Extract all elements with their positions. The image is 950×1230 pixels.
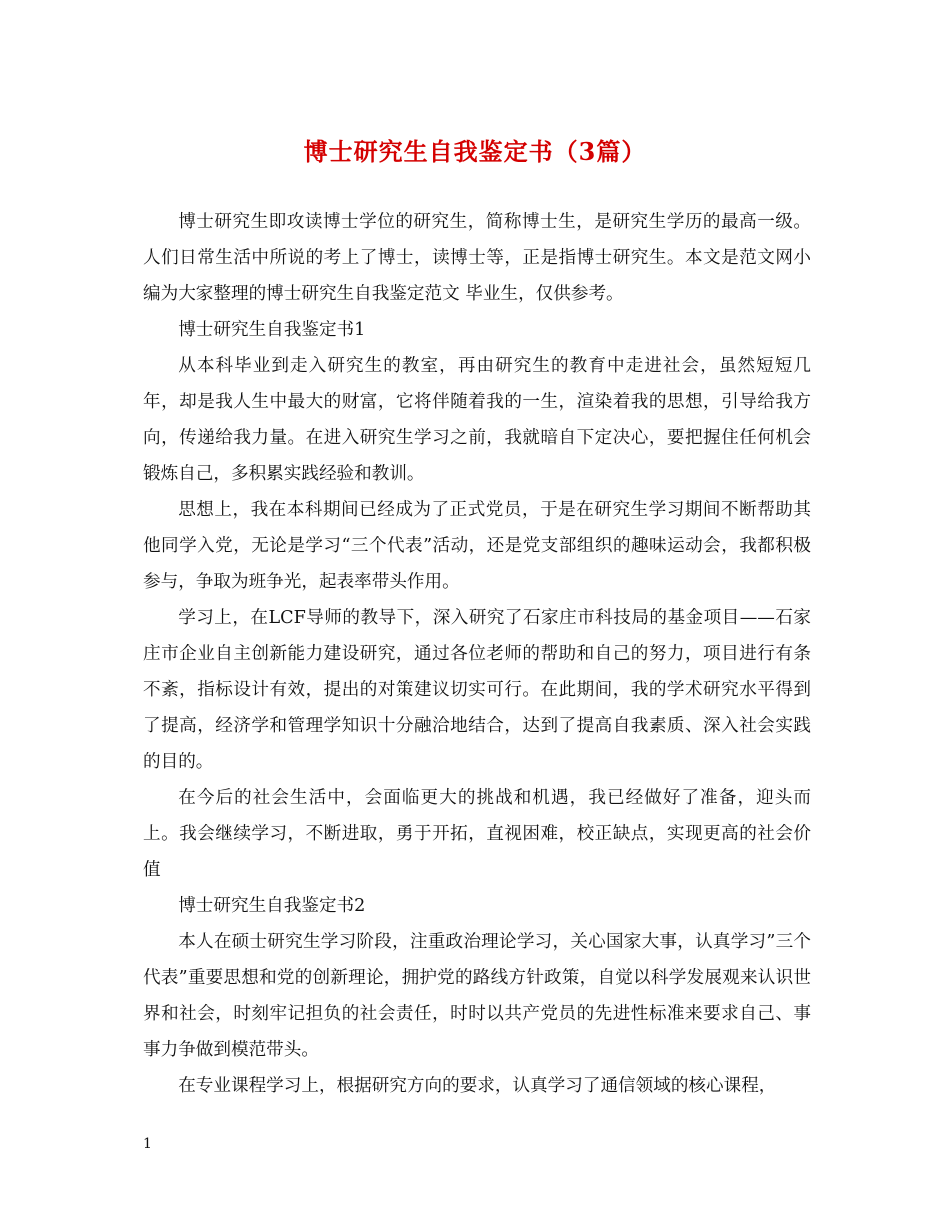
body-paragraph: 在今后的社会生活中，会面临更大的挑战和机遇，我已经做好了准备，迎头而上。我会继续学习，不断进取，勇于开拓，直视困难，校正缺点，实现更高的社会价值 bbox=[143, 788, 811, 880]
document-title: 博士研究生自我鉴定书（3篇） bbox=[303, 137, 647, 166]
page-number: 1 bbox=[143, 1136, 152, 1152]
section-heading-1: 博士研究生自我鉴定书1 bbox=[178, 320, 366, 340]
body-paragraph: 本人在硕士研究生学习阶段，注重政治理论学习，关心国家大事，认真学习”三个代表”重要思想和党的创新理论，拥护党的路线方针政策，自觉以科学发展观来认识世界和社会，时刻牢记担负的社会责任，时时以共产党员的先进性标准来要求自己、事事力争做到模范带头。 bbox=[143, 932, 811, 1060]
body-paragraph: 从本科毕业到走入研究生的教室，再由研究生的教育中走进社会，虽然短短几年，却是我人生中最大的财富，它将伴随着我的一生，渲染着我的思想，引导给我方向，传递给我力量。在进入研究生学习之前，我就暗自下定决心，要把握住任何机会锻炼自己，多积累实践经验和教训。 bbox=[143, 356, 811, 484]
body-paragraph: 学习上，在LCF导师的教导下，深入研究了石家庄市科技局的基金项目——石家庄市企业自主创新能力建设研究，通过各位老师的帮助和自己的努力，项目进行有条不紊，指标设计有效，提出的对策建议切实可行。在此期间，我的学术研究水平得到了提高，经济学和管理学知识十分融洽地结合，达到了提高自我素质、深入社会实践的目的。 bbox=[143, 608, 811, 772]
section-heading-2: 博士研究生自我鉴定书2 bbox=[178, 896, 366, 916]
intro-paragraph: 博士研究生即攻读博士学位的研究生，简称博士生，是研究生学历的最高一级。人们日常生活中所说的考上了博士，读博士等，正是指博士研究生。本文是范文网小编为大家整理的博士研究生自我鉴定范文 毕业生，仅供参考。 bbox=[143, 212, 811, 304]
body-paragraph: 在专业课程学习上，根据研究方向的要求，认真学习了通信领域的核心课程， bbox=[178, 1076, 777, 1096]
document-body bbox=[143, 204, 811, 1104]
body-paragraph: 思想上，我在本科期间已经成为了正式党员，于是在研究生学习期间不断帮助其他同学入党，无论是学习“三个代表”活动，还是党支部组织的趣味运动会，我都积极参与，争取为班争光，起表率带头作用。 bbox=[143, 500, 811, 592]
